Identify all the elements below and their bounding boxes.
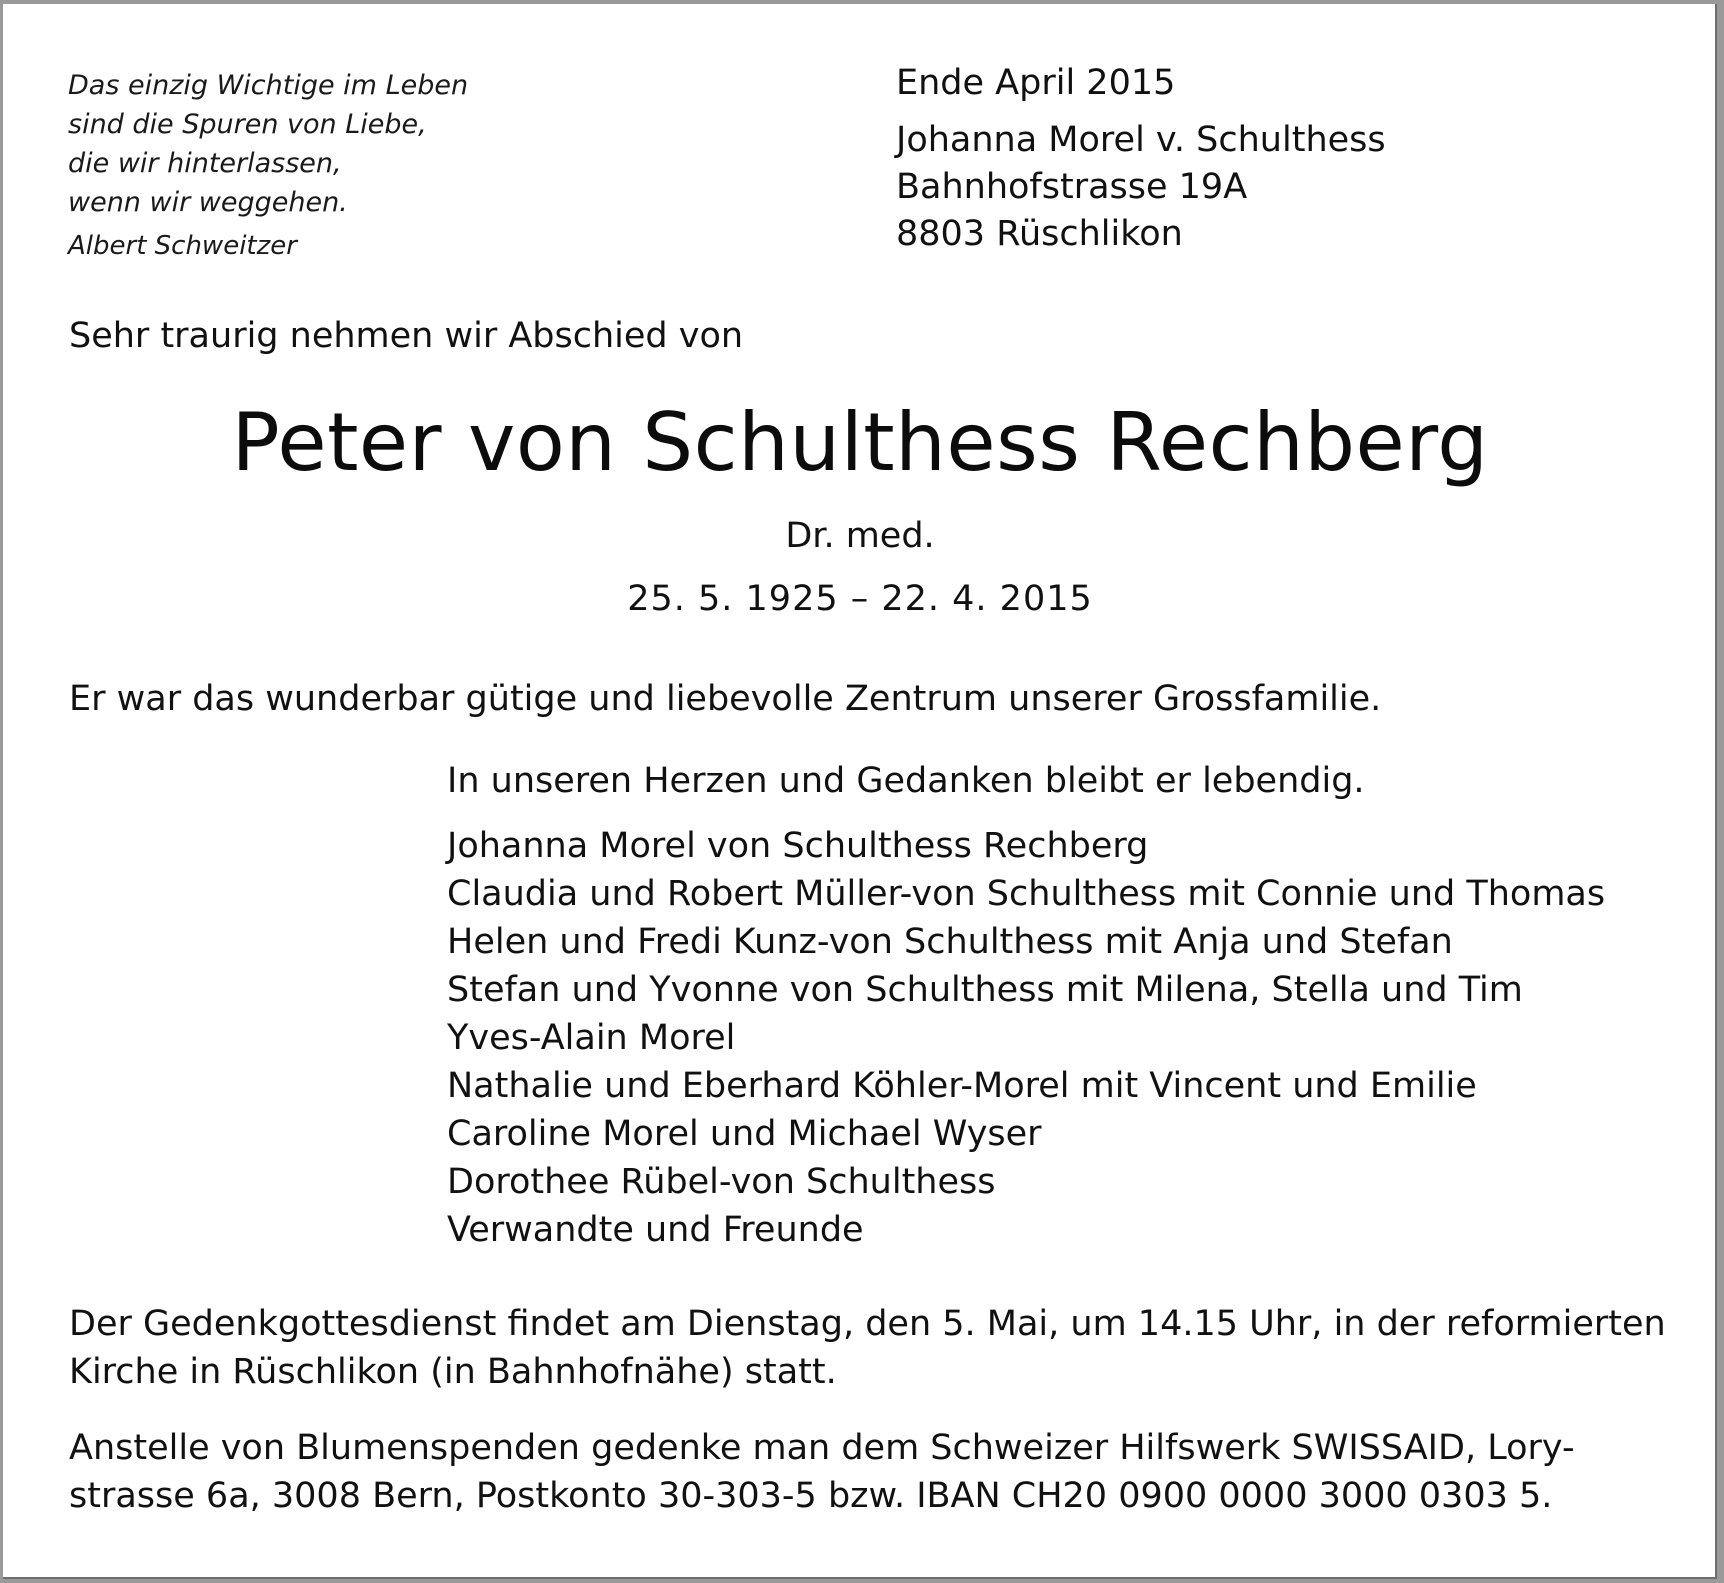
mourner-entry: Caroline Morel und Michael Wyser — [447, 1114, 1042, 1154]
mourners-list — [447, 822, 1605, 1254]
address-line: Johanna Morel v. Schulthess — [896, 120, 1386, 160]
mourner-entry: Johanna Morel von Schulthess Rechberg — [447, 826, 1149, 866]
address-line: Bahnhofstrasse 19A — [896, 167, 1248, 207]
mourner-entry: Claudia und Robert Müller-von Schulthess mit Connie und Thomas — [447, 874, 1606, 914]
mourner-entry: Stefan und Yvonne von Schulthess mit Milena, Stella und Tim — [447, 970, 1523, 1010]
quote-line: Das einzig Wichtige im Leben — [68, 70, 469, 101]
tribute-text: Er war das wunderbar gütige und liebevolle Zentrum unserer Grossfamilie. — [69, 679, 1382, 719]
deceased-name: Peter von Schulthess Rechberg — [231, 396, 1489, 489]
quote-line: die wir hinterlassen, — [68, 148, 342, 179]
mourner-entry: Dorothee Rübel-von Schulthess — [447, 1162, 996, 1202]
deceased-title: Dr. med. — [785, 516, 935, 556]
quote-line: sind die Spuren von Liebe, — [68, 109, 427, 140]
intro-text: Sehr traurig nehmen wir Abschied von — [69, 316, 744, 356]
memory-line: In unseren Herzen und Gedanken bleibt er lebendig. — [447, 761, 1365, 801]
donation-text — [69, 1424, 1575, 1520]
donation-line: strasse 6a, 3008 Bern, Postkonto 30-303-5 bzw. IBAN CH20 0900 0000 3000 0303 5. — [69, 1476, 1553, 1516]
obituary-notice — [3, 4, 1717, 1579]
life-dates: 25. 5. 1925 – 22. 4. 2015 — [627, 579, 1093, 619]
mourner-entry: Verwandte und Freunde — [447, 1210, 864, 1250]
service-line: Der Gedenkgottesdienst findet am Dienstag, den 5. Mai, um 14.15 Uhr, in der reformierten — [69, 1304, 1666, 1344]
address-line: 8803 Rüschlikon — [896, 214, 1183, 254]
mourner-entry: Nathalie und Eberhard Köhler-Morel mit Vincent und Emilie — [447, 1066, 1477, 1106]
memorial-service-text — [69, 1300, 1666, 1396]
service-line: Kirche in Rüschlikon (in Bahnhofnähe) statt. — [69, 1352, 837, 1392]
mourner-entry: Yves-Alain Morel — [447, 1018, 736, 1058]
quote-author: Albert Schweitzer — [68, 231, 297, 261]
header-block — [896, 60, 1386, 258]
quote-line: wenn wir weggehen. — [68, 187, 348, 218]
mourner-entry: Helen und Fredi Kunz-von Schulthess mit Anja und Stefan — [447, 922, 1453, 962]
epigraph-quote — [68, 66, 468, 266]
donation-line: Anstelle von Blumenspenden gedenke man dem Schweizer Hilfswerk SWISSAID, Lory- — [69, 1428, 1575, 1468]
notice-date: Ende April 2015 — [896, 63, 1176, 103]
